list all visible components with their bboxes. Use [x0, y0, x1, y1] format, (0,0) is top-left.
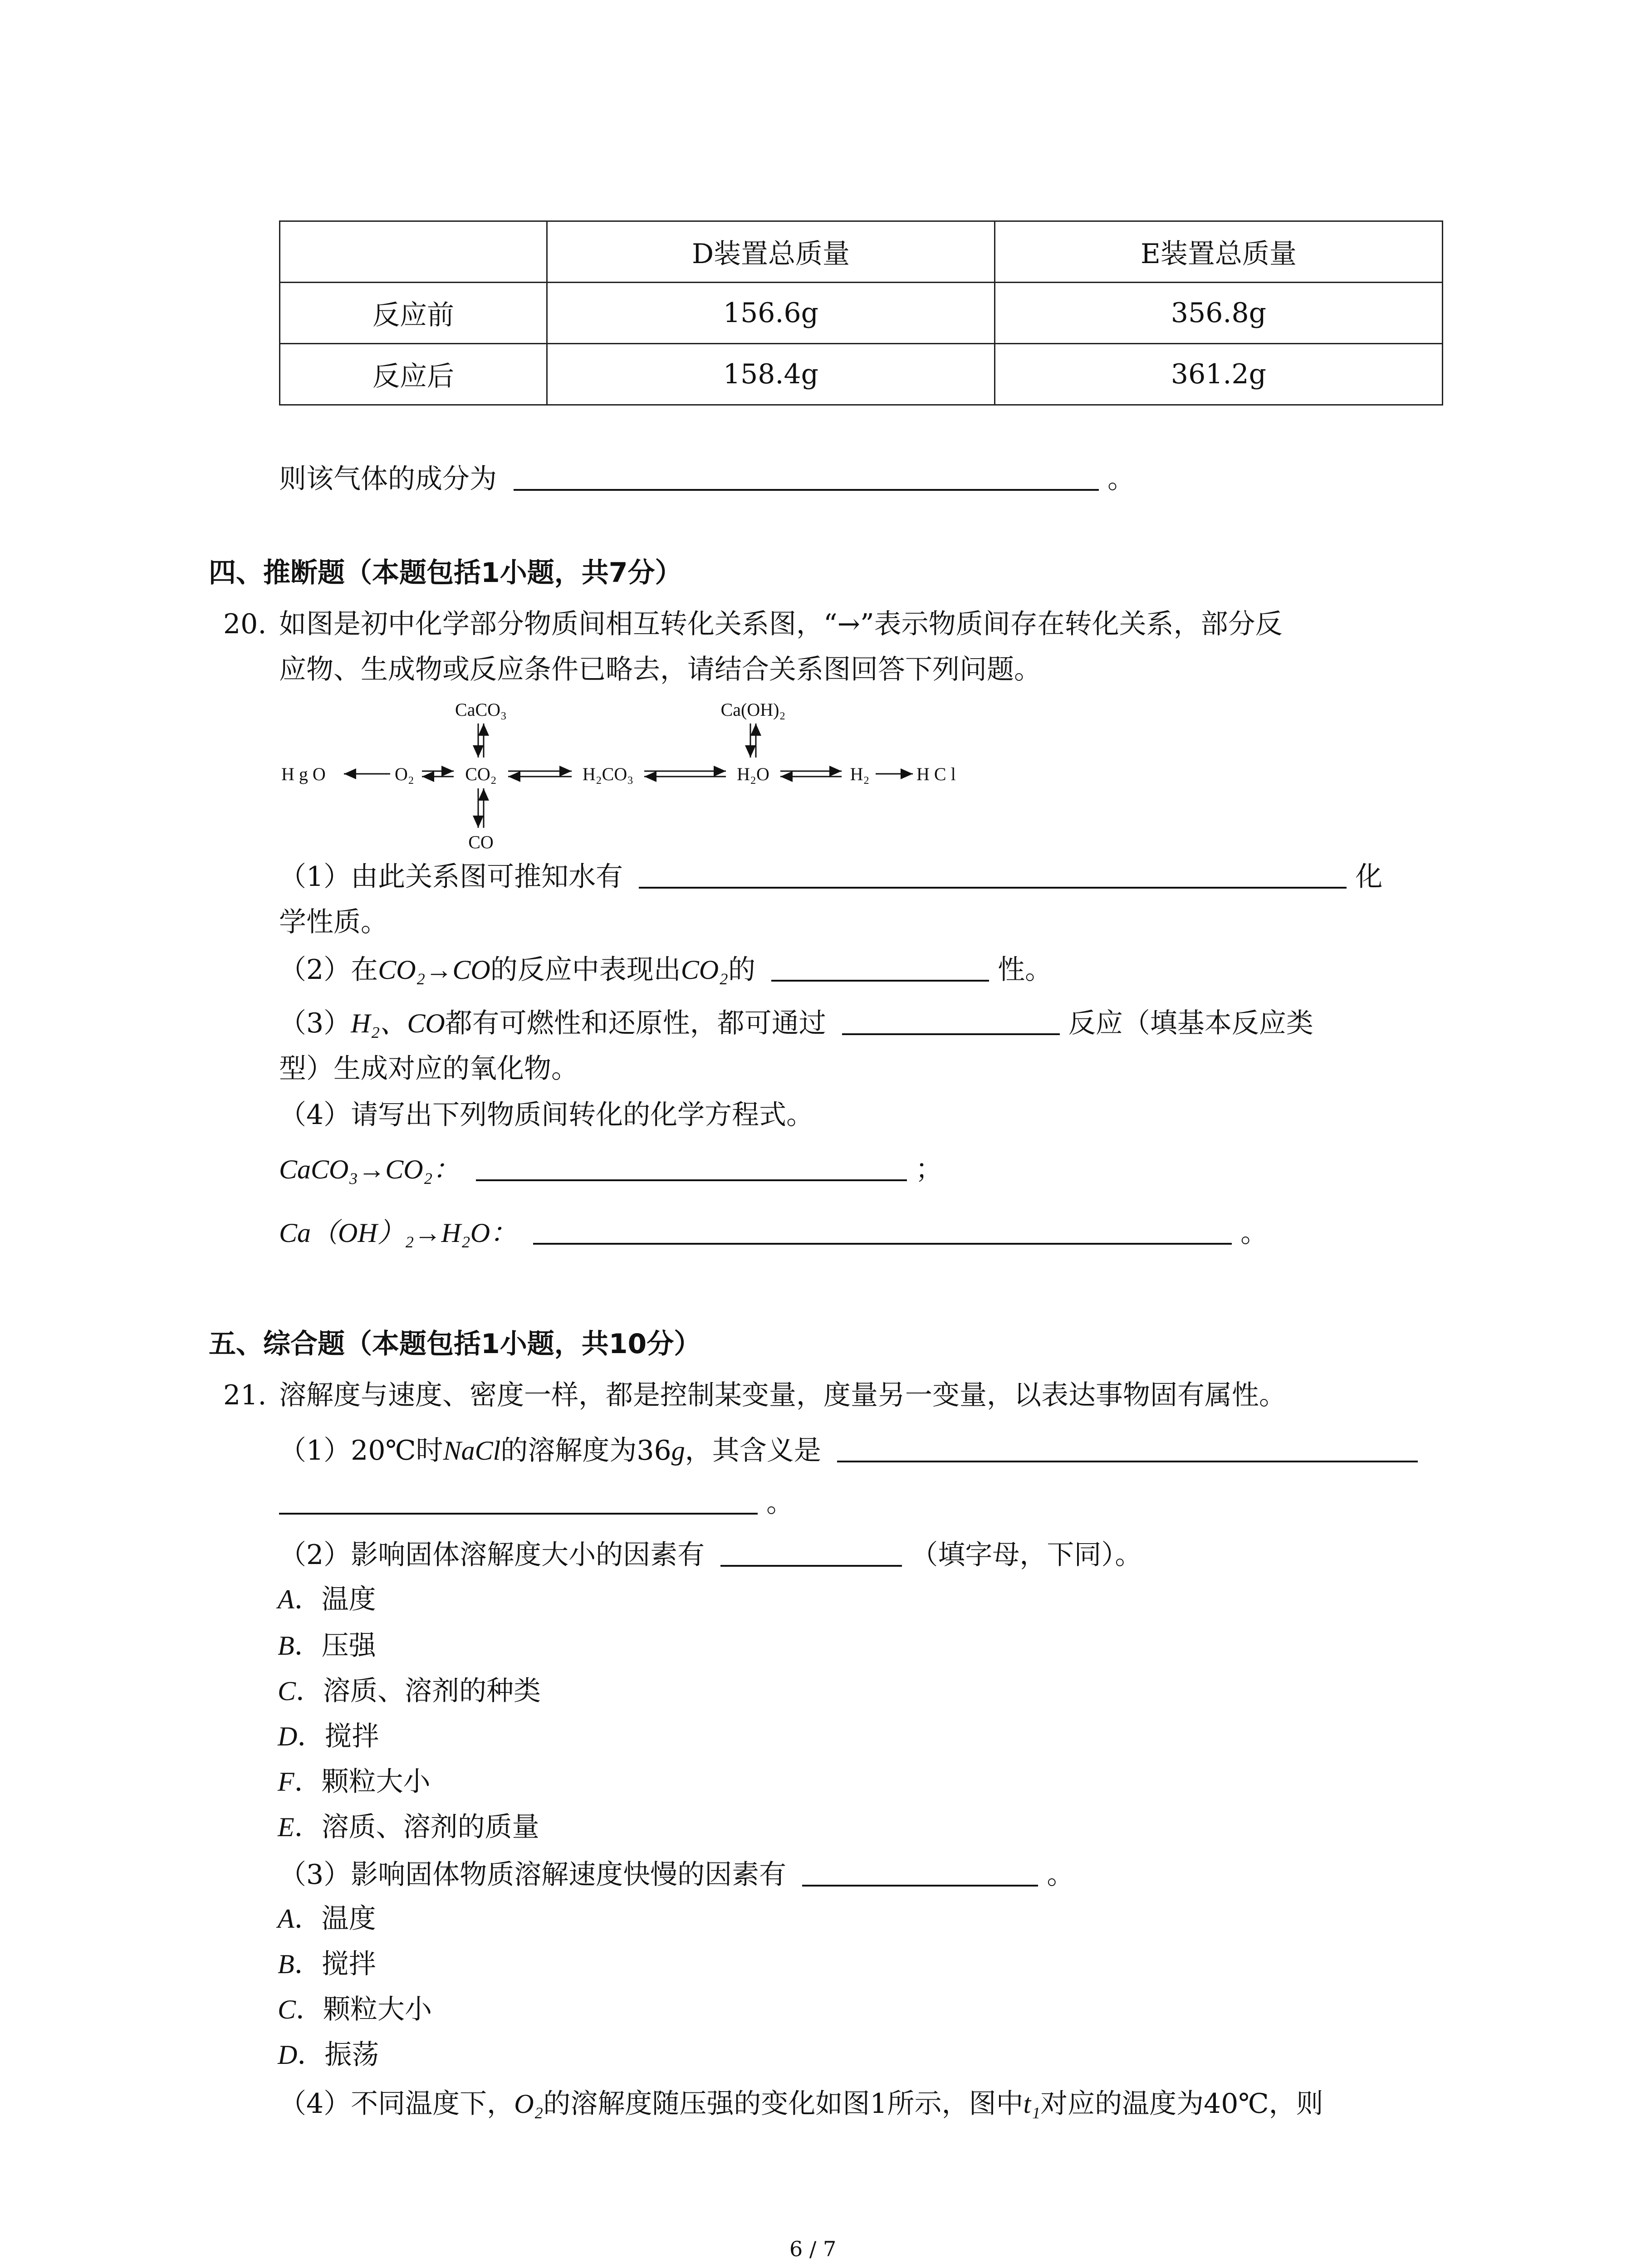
q20-part3-line — [279, 1006, 1313, 1041]
node-h2o: H₂O — [737, 764, 769, 784]
table-row — [280, 283, 1443, 344]
mass-table — [279, 220, 1443, 406]
node-hcl: H C l — [916, 764, 956, 784]
node-co: CO — [468, 832, 494, 852]
q21-p2-option — [278, 1810, 539, 1844]
q19-answer-blank[interactable] — [514, 464, 1099, 491]
q21-part4-c: 对应的温度为40℃，则 — [1040, 2088, 1323, 2120]
q21-part4-var: t₁ — [1023, 2089, 1041, 2119]
q21-part1-end: 。 — [766, 1487, 794, 1519]
q21-part3-line — [279, 1857, 1074, 1892]
option-text: ．颗粒大小 — [294, 1766, 431, 1798]
option-text: ．溶质、溶剂的种类 — [296, 1675, 541, 1707]
q20-eq1-label: CaCO₃→CO₂： — [279, 1154, 460, 1184]
table-header-cell — [280, 221, 547, 283]
option-key: B — [278, 1949, 294, 1979]
q21-part1-unit: g — [671, 1436, 685, 1466]
q21-number: 21. — [223, 1379, 267, 1411]
node-co2: CO₂ — [465, 764, 497, 784]
q20-eq2-end: 。 — [1240, 1217, 1268, 1249]
q20-eq1-blank[interactable] — [476, 1154, 907, 1181]
table-header-row — [280, 221, 1443, 283]
option-key: D — [278, 2040, 298, 2070]
q21-part2-line — [279, 1538, 1142, 1572]
option-text: ．搅拌 — [294, 1948, 376, 1980]
q21-part1-blank2[interactable] — [279, 1487, 758, 1515]
table-cell: 反应后 — [280, 344, 547, 405]
option-key: A — [278, 1584, 294, 1614]
option-key: C — [278, 1994, 296, 2024]
q21-part3-blank[interactable] — [802, 1859, 1038, 1887]
node-caco3: CaCO₃ — [455, 699, 507, 720]
q20-part2-a: （2）在 — [279, 954, 378, 986]
q20-part3-blank[interactable] — [842, 1008, 1060, 1035]
table-row — [280, 344, 1443, 405]
q20-part2-blank[interactable] — [771, 954, 989, 982]
table-cell: 361.2g — [995, 344, 1443, 405]
node-o2: O₂ — [395, 764, 414, 784]
option-text: ．颗粒大小 — [296, 1994, 432, 2025]
option-key: F — [278, 1767, 294, 1797]
option-text: ．温度 — [294, 1584, 376, 1615]
q21-part4-formula: O₂ — [514, 2089, 544, 2119]
option-text: ．振荡 — [297, 2039, 379, 2071]
q21-part1-formula: NaCl — [443, 1436, 501, 1466]
q21-part4-b: 的溶解度随压强的变化如图1所示，图中 — [543, 2088, 1024, 2120]
option-key: E — [278, 1812, 294, 1842]
q21-part1-line — [279, 1433, 1418, 1468]
section5-title: 五、综合题（本题包括1小题，共10分） — [209, 1328, 701, 1360]
q21-p3-option — [278, 1992, 432, 2027]
table-header-cell: D装置总质量 — [547, 221, 995, 283]
node-h2: H₂ — [850, 764, 870, 784]
option-key: A — [278, 1904, 294, 1934]
q20-part2-formula2: CO₂ — [681, 955, 728, 985]
option-text: ．搅拌 — [297, 1721, 379, 1752]
q20-eq2-label: Ca（OH）₂→H₂O： — [279, 1218, 518, 1248]
table-cell: 反应前 — [280, 283, 547, 344]
q20-part2-b: 的反应中表现出 — [490, 954, 681, 986]
q19-end: 。 — [1107, 463, 1135, 495]
q20-part1-line — [279, 860, 1382, 894]
q21-part3-end: 。 — [1047, 1859, 1074, 1891]
q21-stem: 溶解度与速度、密度一样，都是控制某变量，度量另一变量，以表达事物固有属性。 — [279, 1379, 1286, 1411]
section4-title: 四、推断题（本题包括1小题，共7分） — [209, 557, 682, 589]
q20-part3-formula: H₂、CO — [351, 1008, 445, 1038]
q20-part2-d: 性。 — [998, 954, 1053, 986]
q20-part1-prompt: （1）由此关系图可推知水有 — [279, 861, 623, 893]
table-header-cell: E装置总质量 — [995, 221, 1443, 283]
q21-p2-option — [278, 1628, 376, 1663]
q20-stem-line1: 如图是初中化学部分物质间相互转化关系图，“→”表示物质间存在转化关系，部分反 — [279, 608, 1283, 640]
q21-part3-prompt: （3）影响固体物质溶解速度快慢的因素有 — [279, 1859, 787, 1891]
q20-part1-blank[interactable] — [639, 861, 1347, 889]
q21-part1-a: （1）20℃时 — [279, 1435, 443, 1466]
q20-part3-b: 都有可燃性和还原性，都可通过 — [445, 1007, 826, 1039]
q20-part3-a: （3） — [279, 1007, 351, 1039]
q21-part4-line — [279, 2087, 1323, 2121]
q21-p3-option — [278, 1901, 376, 1936]
q20-part4: （4）请写出下列物质间转化的化学方程式。 — [279, 1099, 814, 1131]
q20-number: 20. — [223, 608, 267, 640]
q20-part3-cont: 型）生成对应的氧化物。 — [279, 1053, 578, 1085]
q21-p2-option — [278, 1765, 431, 1799]
q21-part2-end: （填字母，下同）。 — [911, 1539, 1142, 1571]
option-text: ．溶质、溶剂的质量 — [294, 1811, 539, 1843]
option-key: D — [278, 1721, 298, 1751]
q21-p3-option — [278, 2038, 379, 2072]
q20-part3-c: 反应（填基本反应类 — [1068, 1007, 1313, 1039]
table-cell: 356.8g — [995, 283, 1443, 344]
conversion-diagram — [281, 699, 998, 862]
q21-part1-b: 的溶解度为36 — [500, 1435, 671, 1466]
q21-part1-c: ，其含义是 — [685, 1435, 821, 1466]
table-cell: 156.6g — [547, 283, 995, 344]
q20-part2-line — [279, 953, 1052, 987]
q21-part1-cont — [279, 1486, 794, 1520]
q20-stem-line2: 应物、生成物或反应条件已略去，请结合关系图回答下列问题。 — [279, 654, 1041, 685]
option-key: B — [278, 1631, 294, 1661]
q21-part4-a: （4）不同温度下， — [279, 2088, 514, 2120]
option-text: ．温度 — [294, 1903, 376, 1935]
q20-part2-formula1: CO₂→CO — [378, 955, 490, 985]
q19-prompt: 则该气体的成分为 — [279, 463, 497, 495]
q20-eq1-line — [279, 1152, 943, 1187]
q19-answer-line — [279, 462, 1135, 496]
q20-eq2-line — [279, 1216, 1268, 1250]
q21-part1-blank[interactable] — [837, 1435, 1418, 1462]
q21-p2-option — [278, 1719, 379, 1754]
node-h2co3: H₂CO₃ — [582, 764, 634, 784]
table-cell: 158.4g — [547, 344, 995, 405]
q21-part2-blank[interactable] — [720, 1540, 902, 1567]
node-hgo: H g O — [281, 764, 326, 784]
q20-eq1-end: ； — [915, 1154, 943, 1185]
q21-p2-option — [278, 1582, 376, 1617]
q20-part1-cont: 学性质。 — [279, 906, 388, 938]
node-caoh2: Ca(OH)₂ — [720, 699, 786, 720]
q20-part2-c: 的 — [728, 954, 755, 986]
q20-part1-suffix: 化 — [1355, 861, 1383, 893]
q21-p2-option — [278, 1674, 541, 1708]
q21-part2-prompt: （2）影响固体溶解度大小的因素有 — [279, 1539, 705, 1571]
page-number: 6 / 7 — [789, 2237, 837, 2261]
option-key: C — [278, 1676, 296, 1706]
q20-eq2-blank[interactable] — [533, 1217, 1232, 1245]
q21-p3-option — [278, 1947, 376, 1981]
option-text: ．压强 — [294, 1630, 376, 1662]
